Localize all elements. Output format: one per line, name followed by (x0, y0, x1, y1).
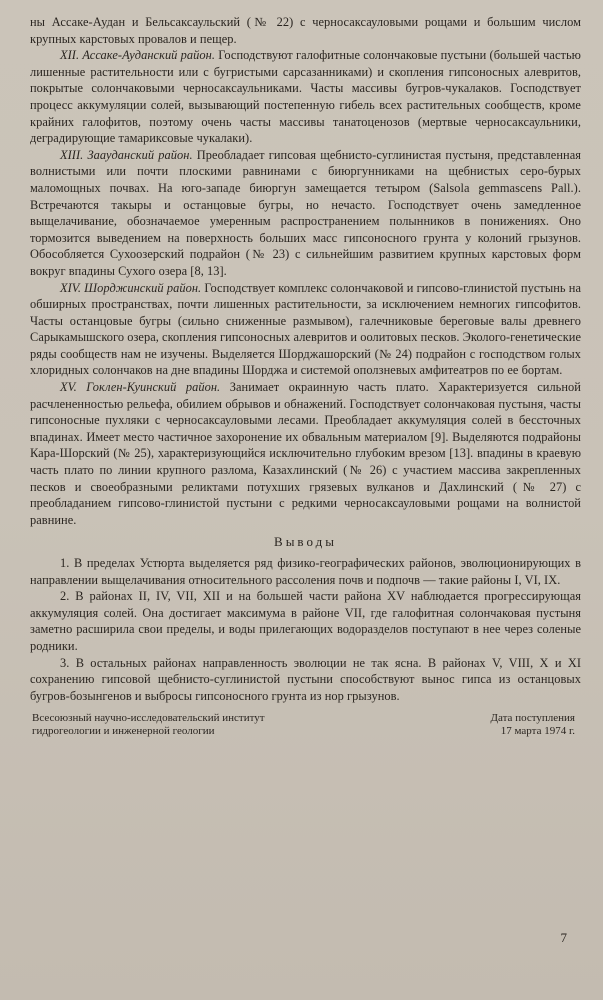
region-body: Господствуют галофитные солончаковые пустыни (большей частью лишенные растительности или с бугристыми сарсазанниками) и скопления гипсоносных алевритов, покрытые солончаковыми черносаксаульниками. Часты массивы бугров-чукалаков. Господствует процесс аккумуляции солей, вызывающий постепенную гибель всех растительных сообществ, кроме крайних галофитов, поэтому очень часты массивы танатоценозов (мертвые черносаксаульники, деградирующие тамариксовые чукалаки). (30, 48, 581, 146)
received-label: Дата поступления (490, 712, 575, 725)
institute-affiliation (30, 712, 332, 738)
region-body: Занимает окраинную часть плато. Характеризуется сильной расчлененностью рельефа, обилием обрывов и обнажений. Господствует солончаковая пустыня, часты гипсоносные пухляки с черносаксауловыми лесами. Преобладает аккумуляция солей в бессточных впадинах. Имеет место частичное захоронение их обвальным материалом [9]. Выделяются подрайоны Кара-Шорский (№ 25), характеризующийся исключительно глубоким врезом [13]. впадины в краевую часть плато по линии крупного разлома, Казахлинский (№ 26) с участием массива закрепленных песков и своеобразными реликтами потухших грязевых вулканов и Дахлинский (№ 27) с преобладанием гипсово-глинистой пустыни с редкими черносаксауловыми рощами на волнистой равнине. (30, 380, 581, 527)
region-heading: XII. Ассаке-Ауданский район. (60, 48, 215, 63)
region-body: Преобладает гипсовая щебнисто-суглинистая пустыня, представленная волнистыми или почти плоскими равнинами с биюргунниками на щебнистых серо-бурых маломощных почвах. На юго-западе биюргун замещается тетыром (Salsola gemmascens Pall.). Встречаются такыры и останцовые бугры, но нечасто. Господствует очень замедленное выщелачивание, обозначаемое умеренным распространением полынников в понижениях. Оно тормозится выведением на поверхность больших масс гипсоносного грунта у колоний грызунов. Обособляется Сухоозерский подрайон (№ 23) с сильнейшим развитием крупных карстовых форм вокруг впадины Сухого озера [8, 13]. (30, 147, 581, 278)
region-body: Господствует комплекс солончаковой и гипсово-глинистой пустынь на обширных пространствах, почти лишенных растительности, за исключением немногих гипсофитов. Часты останцовые бугры (сильно сниженные размывом), галечниковые береговые валы древнего Сарыкамышского озера, скопления гипсоносных алевритов и оолитовых песков. Эколого-генетические ряды сообществ нам не изучены. Выделяется Шорджашорский (№ 24) подрайон с господством голых хлоридных солончаков на дне впадины Шорджа и системой оползневых амфитеатров по ее бортам. (30, 280, 582, 378)
body-text (30, 14, 581, 704)
region-paragraph-xiii (30, 147, 581, 280)
institute-line: Всесоюзный научно-исследовательский институт (32, 712, 265, 725)
region-paragraph-xiv (30, 280, 581, 380)
region-heading: XIII. Заауданский район. (60, 147, 193, 162)
region-heading: XV. Гоклен-Куинский район. (60, 380, 221, 395)
region-paragraph-xv (30, 379, 581, 528)
region-heading: XIV. Шорджинский район. (60, 280, 202, 295)
page-number: 7 (560, 930, 567, 945)
received-date: 17 марта 1974 г. (500, 725, 575, 738)
conclusion-item: 3. В остальных районах направленность эволюции не так ясна. В районах V, VIII, X и XI сохранению гипсовой щебнисто-суглинистой пустыни способствуют вынос гипса из останцовых бугров-бозынгенов и выбросы гипсоносного грунта из нор грызунов. (30, 655, 581, 703)
region-paragraph-xii (30, 47, 581, 147)
institute-line: гидрогеологии и инженерной геологии (32, 725, 215, 738)
conclusions-title: Выводы (274, 534, 337, 550)
conclusion-item: 2. В районах II, IV, VII, XII и на большей части района XV наблюдается прогрессирующая аккумуляция солей. Она достигает максимума в районе VII, где галофитная солончаковая пустыня заметно расширила свои пределы, и воды прилегающих водоразделов поступают в нее через соленые родники. (30, 589, 581, 653)
received-date-block (445, 712, 581, 738)
continuation-paragraph: ны Ассаке-Аудан и Бельсаксаульский (№ 22) с черносаксауловыми рощами и большим числом крупных карстовых провалов и пещер. (30, 15, 581, 46)
footer (30, 712, 581, 738)
conclusion-item: 1. В пределах Устюрта выделяется ряд физико-географических районов, эволюционирующих в направлении выщелачивания относительного рассоления почв и подпочв — такие районы I, VI, IX. (30, 556, 581, 587)
